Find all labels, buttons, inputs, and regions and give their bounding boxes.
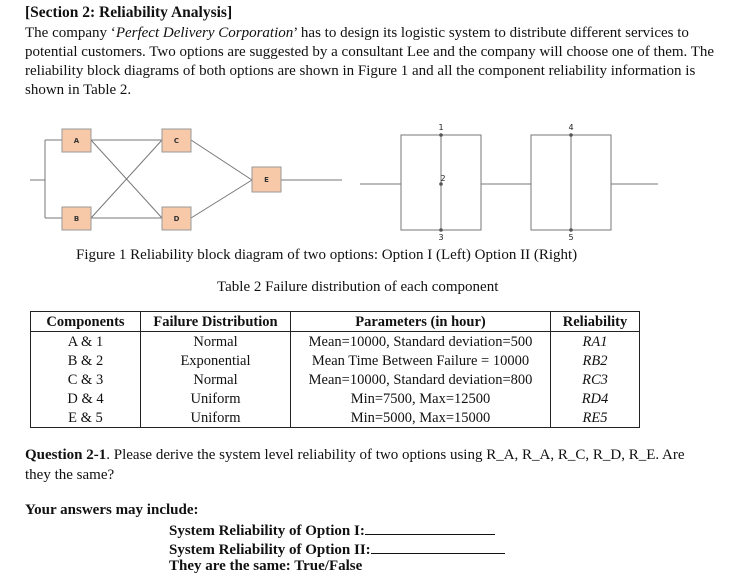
answer-option-2: [169, 539, 505, 559]
section-title: [Section 2: Reliability Analysis]: [25, 4, 233, 21]
cell-distribution: Normal: [141, 370, 291, 389]
cell-parameters: Mean=10000, Standard deviation=800: [291, 370, 551, 389]
question-label: Question 2-1: [25, 447, 107, 463]
table-header-row: [31, 312, 640, 332]
option-2-diagram: [360, 135, 658, 230]
block-c-label: C: [173, 137, 180, 145]
label-1: 1: [438, 123, 444, 132]
failure-distribution-table: [30, 311, 640, 428]
block-b-label: B: [73, 215, 80, 223]
cell-reliability: RE5: [551, 408, 640, 428]
block-a-label: A: [73, 137, 80, 145]
cell-component: B & 2: [31, 351, 141, 370]
reliability-block-diagram: [0, 118, 733, 243]
cell-component: D & 4: [31, 389, 141, 408]
cell-distribution: Exponential: [141, 351, 291, 370]
node-1: [439, 133, 443, 137]
cell-distribution: Uniform: [141, 389, 291, 408]
header-failure-distribution: Failure Distribution: [141, 312, 291, 332]
block-e-label: E: [264, 176, 269, 184]
cell-parameters: Min=7500, Max=12500: [291, 389, 551, 408]
cell-component: A & 1: [31, 332, 141, 352]
answer-option-2-blank[interactable]: [371, 539, 505, 554]
company-name: Perfect Delivery Corporation: [115, 25, 294, 41]
cell-parameters: Mean=10000, Standard deviation=500: [291, 332, 551, 352]
table-row: [31, 370, 640, 389]
question-2-1: [25, 445, 705, 485]
answer-option-1-blank[interactable]: [365, 520, 495, 535]
node-3: [439, 228, 443, 232]
answer-option-1-label: System Reliability of Option I:: [169, 523, 365, 539]
answers-heading: Your answers may include:: [25, 502, 199, 518]
cell-reliability: RB2: [551, 351, 640, 370]
header-reliability: Reliability: [551, 312, 640, 332]
label-5: 5: [568, 233, 574, 242]
label-2: 2: [440, 174, 446, 183]
node-4: [569, 133, 573, 137]
header-parameters: Parameters (in hour): [291, 312, 551, 332]
figure-caption: Figure 1 Reliability block diagram of two options: Option I (Left) Option II (Right): [76, 247, 578, 263]
label-4: 4: [568, 123, 574, 132]
cell-reliability: RC3: [551, 370, 640, 389]
table-row: [31, 351, 640, 370]
table-row: [31, 389, 640, 408]
label-3: 3: [438, 233, 444, 242]
block-d-label: D: [173, 215, 180, 223]
answer-option-2-label: System Reliability of Option II:: [169, 542, 371, 558]
intro-part1: The company ‘: [25, 25, 116, 41]
table-row: [31, 332, 640, 352]
cell-reliability: RA1: [551, 332, 640, 352]
header-components: Components: [31, 312, 141, 332]
cell-component: E & 5: [31, 408, 141, 428]
cell-parameters: Min=5000, Max=15000: [291, 408, 551, 428]
cell-parameters: Mean Time Between Failure = 10000: [291, 351, 551, 370]
cell-distribution: Uniform: [141, 408, 291, 428]
answer-same: They are the same: True/False: [169, 558, 363, 574]
cell-component: C & 3: [31, 370, 141, 389]
cell-reliability: RD4: [551, 389, 640, 408]
intro-part2: ’ has to design its logistic system to distribute different services to potential customers. Two options are suggested by a consultant Lee and the company will choose one of them. The reliability block diagrams of both options are shown in Figure 1 and all the component reliability information is shown in Table 2.: [25, 25, 715, 98]
option-2-labels: [438, 123, 573, 242]
question-text: . Please derive the system level reliability of two options using R_A, R_A, R_C, R_D, R_E. Are they the same?: [25, 447, 685, 483]
cell-distribution: Normal: [141, 332, 291, 352]
answer-option-1: [169, 520, 495, 540]
intro-paragraph: [25, 24, 715, 100]
node-5: [569, 228, 573, 232]
table-caption: Table 2 Failure distribution of each component: [217, 279, 499, 295]
table-row: [31, 408, 640, 428]
option-2-nodes: [439, 133, 573, 232]
